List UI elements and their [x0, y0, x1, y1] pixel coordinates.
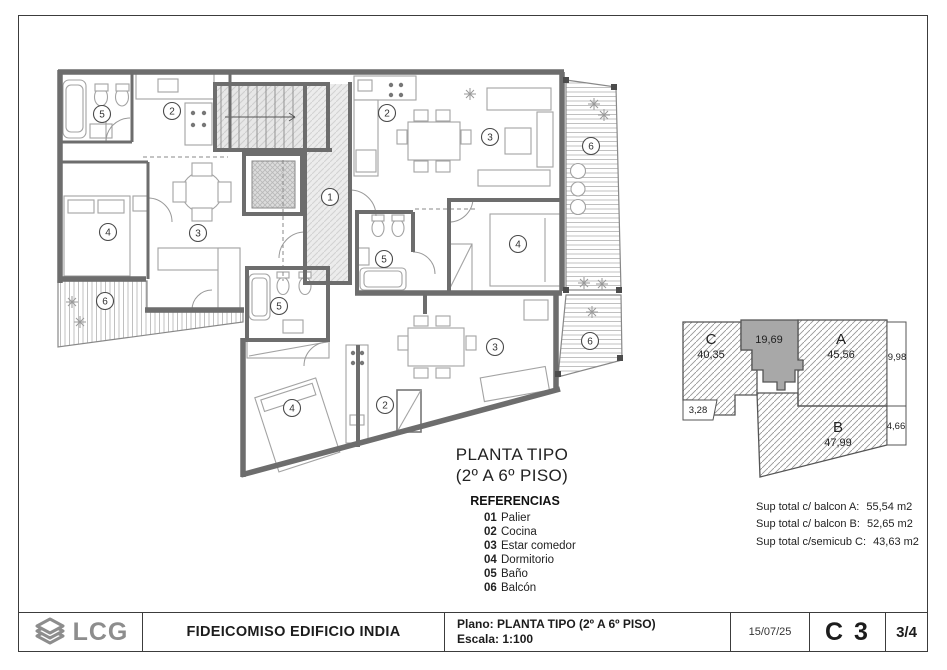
project-name: FIDEICOMISO EDIFICIO INDIA	[143, 613, 445, 651]
plano-cell	[445, 613, 731, 651]
page-number: 3/4	[896, 623, 917, 641]
surface-total-row: Sup total c/ balcon B: 52,65 m2	[756, 518, 913, 531]
logo-text: LCG	[72, 617, 129, 646]
surface-totals	[756, 499, 919, 551]
key-dim-466: 4,66	[886, 421, 906, 432]
room-label-number: 2	[384, 108, 390, 120]
title-block	[18, 612, 928, 652]
room-label-number: 4	[515, 239, 521, 251]
key-area-b: 47,99	[824, 437, 852, 449]
date-cell: 15/07/25	[731, 613, 810, 651]
references-heading: REFERENCIAS	[470, 494, 560, 508]
room-label-number: 2	[169, 106, 175, 118]
plano-line: Plano: PLANTA TIPO (2º A 6º PISO)	[457, 617, 656, 631]
references-list	[484, 512, 576, 595]
key-label-a: A	[835, 331, 847, 348]
balcony-left	[58, 281, 243, 347]
reference-item: 06 Balcón	[484, 581, 537, 594]
room-label-number: 5	[381, 254, 387, 266]
plan-title	[412, 444, 612, 486]
reference-item: 05 Baño	[484, 567, 528, 580]
key-label-c: C	[705, 331, 717, 348]
surface-total-row: Sup total c/ balcon A: 55,54 m2	[756, 501, 913, 513]
elevator-cab	[252, 161, 295, 208]
room-label-number: 6	[102, 296, 108, 308]
room-label-number: 6	[588, 141, 594, 153]
plan-title-line1: PLANTA TIPO	[455, 445, 569, 464]
room-label-number: 3	[492, 342, 498, 354]
room-label-number: 1	[327, 192, 333, 204]
key-area-a: 45,56	[827, 349, 855, 361]
room-label-number: 3	[195, 228, 201, 240]
room-label-number: 6	[587, 336, 593, 348]
reference-item: 03 Estar comedor	[484, 539, 576, 552]
key-label-b: B	[832, 419, 844, 436]
sheet-code: C 3	[810, 613, 886, 651]
reference-item: 01 Palier	[484, 512, 531, 524]
key-plan	[683, 320, 906, 477]
reference-item: 02 Cocina	[484, 525, 537, 538]
surface-total-row: Sup total c/semicub C: 43,63 m2	[756, 535, 919, 548]
room-label-number: 5	[276, 301, 282, 313]
reference-item: 04 Dormitorio	[484, 553, 555, 566]
key-dim-strip-top	[887, 322, 906, 406]
escala-line: Escala: 1:100	[457, 632, 534, 646]
room-label-number: 4	[289, 403, 295, 415]
layers-icon	[33, 615, 67, 649]
key-area-c: 40,35	[697, 349, 725, 361]
room-label-number: 3	[487, 132, 493, 144]
room-label-number: 5	[99, 109, 105, 121]
room-label-number: 4	[105, 227, 111, 239]
key-dim-328: 3,28	[688, 405, 708, 416]
plan-title-line2: (2º A 6º PISO)	[455, 466, 569, 485]
logo-cell	[19, 613, 143, 651]
key-zone-b	[757, 393, 887, 477]
key-dim-998: 9,98	[887, 352, 907, 363]
room-label-number: 2	[382, 400, 388, 412]
key-common-value: 19,69	[755, 334, 783, 346]
